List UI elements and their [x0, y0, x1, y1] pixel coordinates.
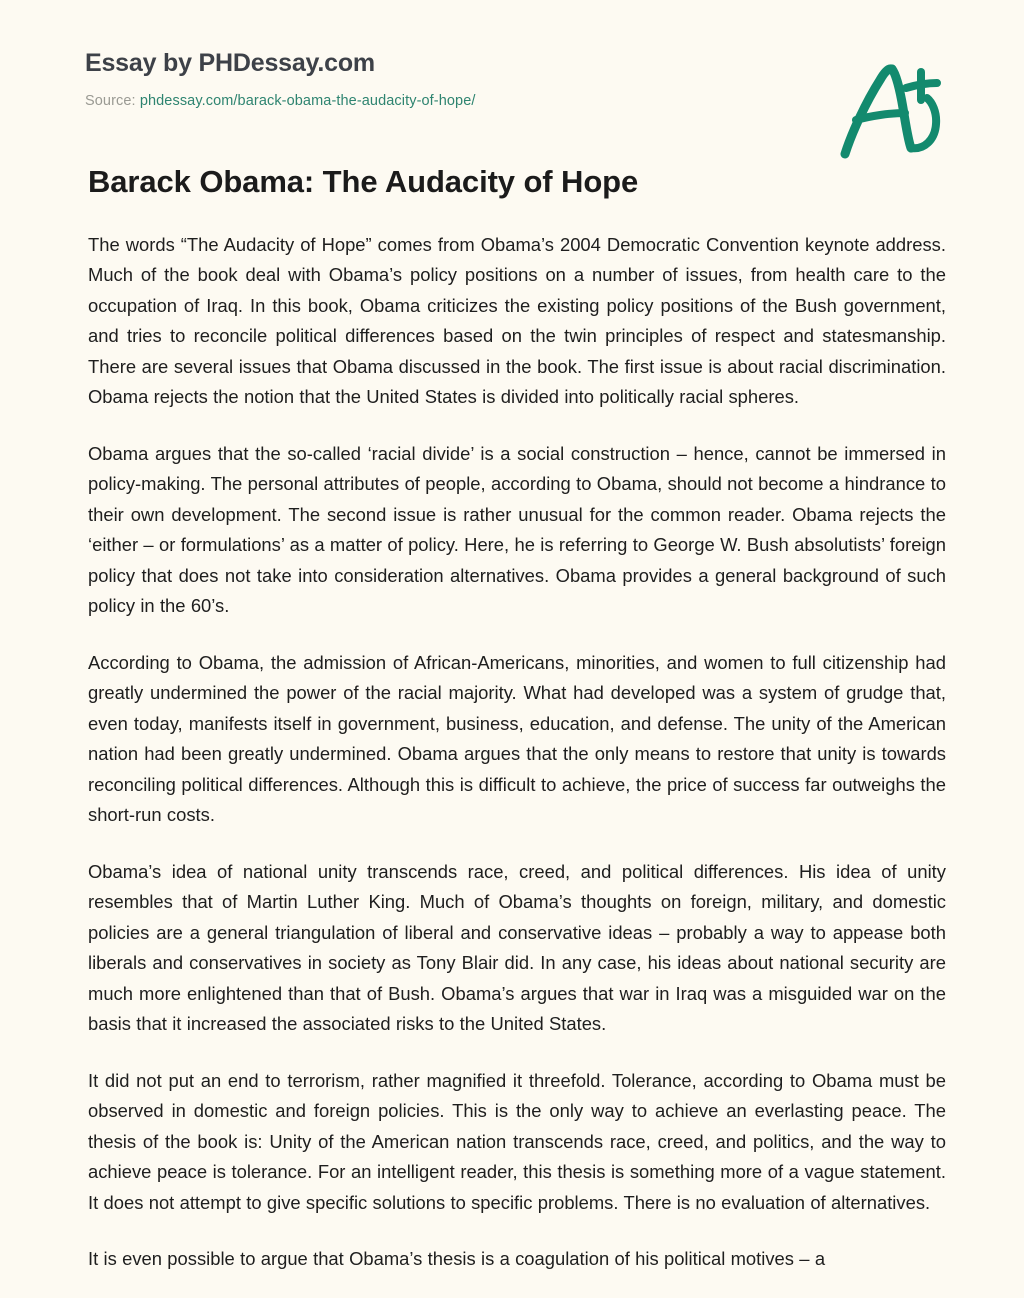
- page-title: Barack Obama: The Audacity of Hope: [88, 163, 639, 199]
- paragraph: Obama argues that the so-called ‘racial divide’ is a social construction – hence, cannot be immersed in policy-making. The personal attributes of people, according to Obama, should not become a hindrance to their own development. The second issue is rather unusual for the common reader. Obama rejects the ‘either – or formulations’ as a matter of policy. Here, he is referring to George W. Bush absolutists’ foreign policy that does not take into consideration alternatives. Obama provides a general background of such policy in the 60’s.: [88, 442, 946, 617]
- paragraph: According to Obama, the admission of African-Americans, minorities, and women to full citizenship had greatly undermined the power of the racial majority. What had developed was a system of grudge that, even today, manifests itself in government, business, education, and defense. The unity of the American nation had been greatly undermined. Obama argues that the only means to restore that unity is towards reconciling political differences. Although this is difficult to achieve, the price of success far outweighs the short-run costs.: [88, 651, 946, 826]
- brand-title: Essay by PHDessay.com: [85, 49, 375, 77]
- source-label: Source:: [85, 93, 136, 109]
- aplus-logo-icon: [832, 56, 952, 166]
- paragraph: Obama’s idea of national unity transcends race, creed, and political differences. His idea of unity resembles that of Martin Luther King. Much of Obama’s thoughts on foreign, military, and domestic policies are a general triangulation of liberal and conservative ideas – probably a way to appease both liberals and conservatives in society as Tony Blair did. In any case, his ideas about national security are much more enlightened than that of Bush. Obama’s argues that war in Iraq was a misguided war on the basis that it increased the associated risks to the United States.: [88, 860, 946, 1035]
- paragraph: It is even possible to argue that Obama’s thesis is a coagulation of his political motives – a: [88, 1248, 826, 1270]
- page-header: [0, 0, 1024, 111]
- paragraph: It did not put an end to terrorism, rather magnified it threefold. Tolerance, according to Obama must be observed in domestic and foreign policies. This is the only way to achieve an everlasting peace. The thesis of the book is: Unity of the American nation transcends race, creed, and politics, and the way to achieve peace is tolerance. For an intelligent reader, this thesis is something more of a vague statement. It does not attempt to give specific solutions to specific problems. There is no evaluation of alternatives.: [88, 1069, 946, 1213]
- source-url-link[interactable]: phdessay.com/barack-obama-the-audacity-of-hope/: [139, 93, 476, 109]
- essay-body: [0, 202, 1024, 1275]
- paragraph: The words “The Audacity of Hope” comes from Obama’s 2004 Democratic Convention keynote address. Much of the book deal with Obama’s policy positions on a number of issues, from health care to the occupation of Iraq. In this book, Obama criticizes the existing policy positions of the Bush government, and tries to reconcile political differences based on the twin principles of respect and statesmanship. There are several issues that Obama discussed in the book. The first issue is about racial discrimination. Obama rejects the notion that the United States is divided into politically racial spheres.: [88, 233, 946, 408]
- source-line: [85, 92, 944, 111]
